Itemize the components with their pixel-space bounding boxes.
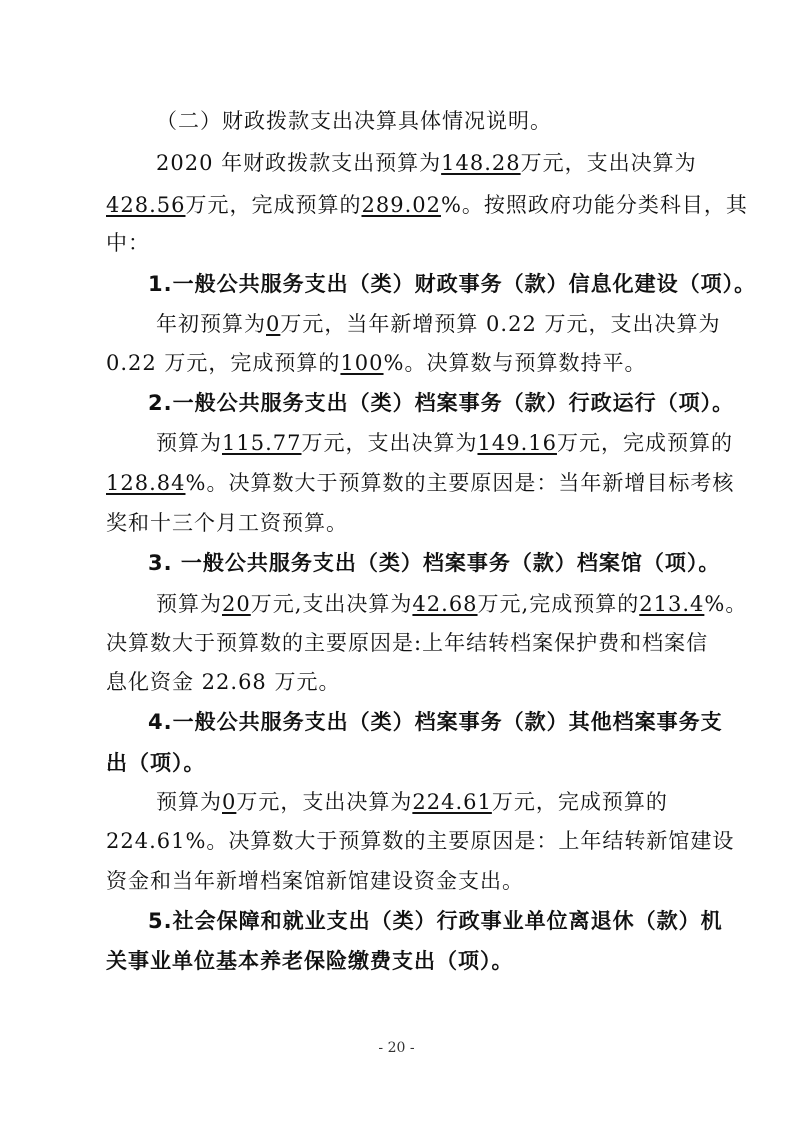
budget-value: 20 — [222, 592, 251, 616]
item-2-line-2 — [106, 468, 734, 498]
item-text: %。 — [704, 592, 748, 616]
item-text: 万元，完成预算的 — [491, 790, 668, 814]
intro-line-1 — [156, 148, 697, 178]
item-text: %。决算数大于预算数的主要原因是：当年新增目标考核 — [185, 471, 735, 495]
item-1-line-1 — [156, 309, 720, 339]
item-3-line-2: 决算数大于预算数的主要原因是:上年结转档案保护费和档案信 — [106, 631, 709, 655]
completion-rate: 128.84 — [106, 471, 186, 495]
item-4-line-3: 资金和当年新增档案馆新馆建设资金支出。 — [106, 869, 524, 893]
item-1-title: 1.一般公共服务支出（类）财政事务（款）信息化建设（项）。 — [148, 272, 757, 296]
item-4-line-1 — [156, 787, 668, 817]
page-number: - 20 - — [378, 1040, 415, 1056]
budget-value: 0 — [222, 790, 237, 814]
item-text: 预算为 — [156, 592, 222, 616]
intro-text: 万元，支出决算为 — [520, 151, 697, 175]
expenditure-value: 42.68 — [412, 592, 478, 616]
item-text: %。决算数与预算数持平。 — [383, 351, 647, 375]
intro-text: %。按照政府功能分类科目，其 — [440, 193, 748, 217]
item-text: 预算为 — [156, 431, 222, 455]
intro-line-3: 中： — [106, 231, 150, 255]
intro-line-2 — [106, 190, 748, 220]
expenditure-value: 224.61 — [412, 790, 492, 814]
item-text: 万元，支出决算为 — [301, 431, 478, 455]
item-4-title-line-2: 出（项）。 — [106, 751, 206, 775]
item-5-title-line-2: 关事业单位基本养老保险缴费支出（项）。 — [106, 949, 514, 973]
item-3-line-1 — [156, 589, 747, 619]
completion-rate: 213.4 — [639, 592, 705, 616]
item-text: 万元,完成预算的 — [477, 592, 640, 616]
item-2-title: 2.一般公共服务支出（类）档案事务（款）行政运行（项）。 — [148, 391, 735, 415]
intro-text: 万元，完成预算的 — [185, 193, 362, 217]
item-2-line-1 — [156, 428, 733, 458]
budget-value: 148.28 — [441, 151, 521, 175]
item-text: 0.22 万元，完成预算的 — [106, 351, 341, 375]
item-4-line-2: 224.61%。决算数大于预算数的主要原因是：上年结转新馆建设 — [106, 829, 735, 853]
item-1-line-2 — [106, 348, 646, 378]
budget-value: 115.77 — [222, 431, 302, 455]
item-text: 万元，支出决算为 — [236, 790, 413, 814]
item-text: 万元，当年新增预算 0.22 万元，支出决算为 — [280, 312, 721, 336]
item-4-title-line-1: 4.一般公共服务支出（类）档案事务（款）其他档案事务支 — [148, 710, 723, 734]
item-text: 万元，完成预算的 — [556, 431, 733, 455]
item-3-title: 3. 一般公共服务支出（类）档案事务（款）档案馆（项）。 — [148, 551, 721, 575]
section-heading: （二）财政拨款支出决算具体情况说明。 — [156, 109, 552, 133]
item-5-title-line-1: 5.社会保障和就业支出（类）行政事业单位离退休（款）机 — [148, 909, 723, 933]
item-text: 年初预算为 — [156, 312, 266, 336]
completion-rate: 100 — [340, 351, 384, 375]
item-3-line-3: 息化资金 22.68 万元。 — [106, 670, 341, 694]
item-2-line-3: 奖和十三个月工资预算。 — [106, 511, 348, 535]
item-text: 万元,支出决算为 — [250, 592, 413, 616]
intro-text: 2020 年财政拨款支出预算为 — [156, 151, 442, 175]
completion-rate: 289.02 — [361, 193, 441, 217]
expenditure-value: 428.56 — [106, 193, 186, 217]
expenditure-value: 149.16 — [477, 431, 557, 455]
item-text: 预算为 — [156, 790, 222, 814]
budget-value: 0 — [266, 312, 281, 336]
